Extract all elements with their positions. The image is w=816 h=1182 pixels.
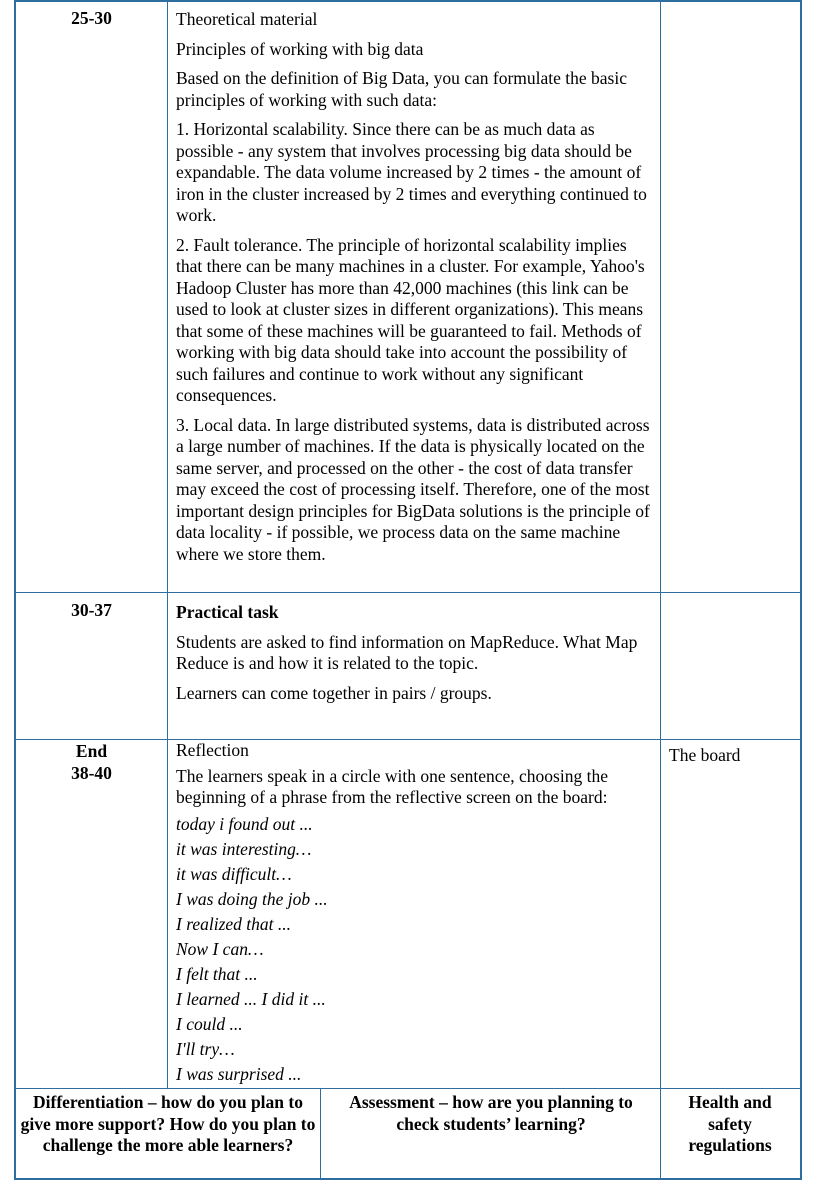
task-paragraph: Students are asked to find information on MapReduce. What Map Reduce is and how it is related to the topic.	[176, 631, 638, 673]
section-subheading: Principles of working with big data	[176, 38, 424, 59]
column-divider-time	[167, 0, 168, 1088]
reflection-phrase: it was interesting…	[176, 838, 312, 859]
table-border-top	[14, 0, 802, 2]
assessment-header	[328, 1092, 654, 1135]
reflection-phrase: today i found out ...	[176, 813, 313, 834]
row-divider-1	[14, 592, 802, 593]
time-cell-1	[16, 8, 167, 30]
reflection-phrase: I was surprised ...	[176, 1063, 302, 1084]
content-cell-1	[176, 9, 656, 573]
content-cell-2	[176, 602, 656, 712]
task-paragraph: Learners can come together in pairs / groups.	[176, 682, 492, 703]
principle-paragraph: 1. Horizontal scalability. Since there can be as much data as possible - any system that involves processing big data should be expandable. The data volume increased by 2 times - the amount of iron in the cluster increased by 2 times and everything continued to work.	[176, 119, 647, 225]
reflection-phrase: I realized that ...	[176, 913, 292, 934]
resources-text: The board	[669, 745, 741, 765]
health-safety-header-text: Health and safety regulations	[688, 1092, 772, 1155]
section-heading: Theoretical material	[176, 9, 318, 29]
principle-paragraph: 2. Fault tolerance. The principle of horizontal scalability implies that there can be many machines in a cluster. For example, Yahoo's Hadoop Cluster has more than 42,000 machines (this link can be used to look at cluster sizes in different organizations). This means that some of these machines will be guaranteed to fail. Methods of working with big data should take into account the possibility of such failures and continue to work without any significant consequences.	[176, 234, 645, 405]
differentiation-header	[20, 1092, 316, 1157]
time-cell-2	[16, 600, 167, 622]
table-border-right	[800, 0, 802, 1180]
intro-paragraph: Based on the definition of Big Data, you can formulate the basic principles of working with such data:	[176, 68, 627, 110]
row-divider-3	[14, 1088, 802, 1089]
reflection-phrase: it was difficult…	[176, 863, 292, 884]
reflection-phrase: I was doing the job ...	[176, 888, 328, 909]
differentiation-header-text: Differentiation – how do you plan to give more support? How do you plan to challenge the more able learners?	[20, 1092, 316, 1155]
time-cell-3	[16, 741, 167, 784]
resources-cell-3	[669, 745, 795, 767]
reflection-phrase: I'll try…	[176, 1038, 235, 1059]
time-label: 30-37	[71, 600, 112, 620]
column-divider-resources	[660, 0, 661, 1180]
health-safety-header	[676, 1092, 784, 1157]
reflection-phrase: Now I can…	[176, 938, 264, 959]
assessment-header-text: Assessment – how are you planning to check students’ learning?	[349, 1092, 633, 1134]
principle-paragraph: 3. Local data. In large distributed systems, data is distributed across a large number of machines. If the data is physically located on the same server, and processed on the other - the cost of data transfer may exceed the cost of processing itself. Therefore, one of the most important design principles for BigData solutions is the principle of data locality - if possible, we process data on the same machine where we store them.	[176, 414, 650, 564]
time-label: End	[75, 741, 108, 761]
lesson-plan-table	[14, 0, 802, 1180]
section-heading: Practical task	[176, 602, 279, 622]
footer-divider	[320, 1088, 321, 1180]
section-heading: Reflection	[176, 740, 249, 760]
reflection-phrase: I could ...	[176, 1013, 243, 1034]
intro-paragraph: The learners speak in a circle with one sentence, choosing the beginning of a phrase from the reflective screen on the board:	[176, 765, 608, 807]
table-border-left	[14, 0, 16, 1180]
content-cell-3	[176, 740, 656, 1088]
table-border-bottom	[14, 1178, 802, 1180]
reflection-phrase: I learned ... I did it ...	[176, 988, 326, 1009]
reflection-phrase: I felt that ...	[176, 963, 258, 984]
time-label: 38-40	[71, 762, 112, 783]
time-label: 25-30	[71, 8, 112, 28]
